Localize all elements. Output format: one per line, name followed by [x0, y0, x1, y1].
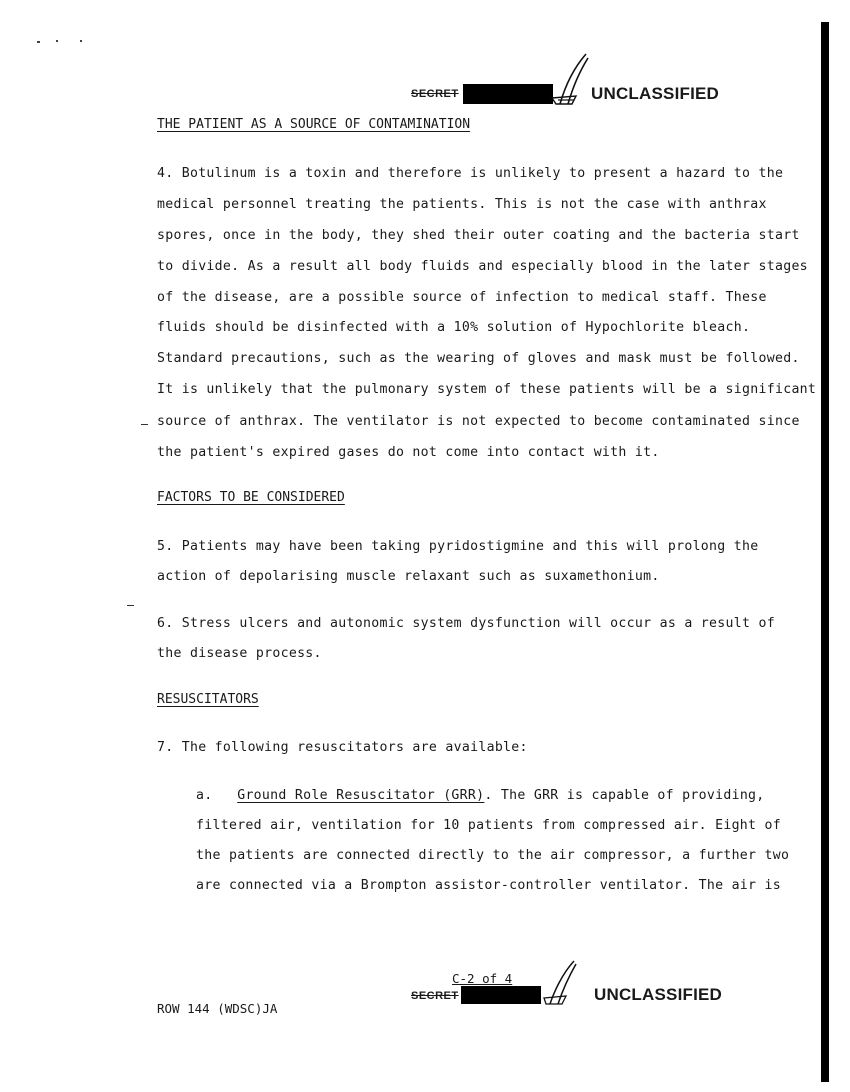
text-line: to divide. As a result all body fluids and especially blood in the later stages	[157, 259, 808, 274]
text-line: medical personnel treating the patients. This is not the case with anthrax	[157, 197, 767, 212]
subitem-first-line-rest: . The GRR is capable of providing,	[484, 788, 765, 803]
text-line: filtered air, ventilation for 10 patients from compressed air. Eight of	[196, 818, 782, 833]
subitem-first-line	[196, 788, 765, 803]
section-heading-resuscitators: RESUSCITATORS	[157, 692, 259, 707]
struck-secret-label: SECRET	[411, 990, 459, 1002]
initials-signature-icon	[546, 50, 594, 108]
text-line: It is unlikely that the pulmonary system of these patients will be a significant	[157, 382, 817, 397]
text-line: Standard precautions, such as the wearing of gloves and mask must be followed.	[157, 351, 800, 366]
margin-mark	[141, 424, 148, 425]
subitem-marker: a.	[196, 788, 213, 803]
text-line: the patient's expired gases do not come into contact with it.	[157, 445, 660, 460]
section-heading-factors: FACTORS TO BE CONSIDERED	[157, 490, 345, 505]
margin-mark	[127, 605, 134, 606]
text-line: spores, once in the body, they shed their outer coating and the bacteria start	[157, 228, 800, 243]
struck-secret-label: SECRET	[411, 88, 459, 100]
text-line: of the disease, are a possible source of infection to medical staff. These	[157, 290, 767, 305]
redaction-block	[463, 84, 553, 104]
page-number: C-2 of 4	[452, 971, 513, 986]
scan-speck	[37, 41, 40, 43]
text-line: the patients are connected directly to the air compressor, a further two	[196, 848, 790, 863]
scan-speck	[80, 40, 82, 42]
initials-signature-icon	[538, 958, 582, 1008]
text-line: source of anthrax. The ventilator is not expected to become contaminated since	[157, 414, 800, 429]
classification-label: UNCLASSIFIED	[591, 84, 720, 103]
text-line: 6. Stress ulcers and autonomic system dysfunction will occur as a result of	[157, 616, 775, 631]
text-line: the disease process.	[157, 646, 322, 661]
text-line: action of depolarising muscle relaxant such as suxamethonium.	[157, 569, 660, 584]
redaction-block	[461, 986, 541, 1004]
section-heading-contamination: THE PATIENT AS A SOURCE OF CONTAMINATION	[157, 117, 471, 132]
document-code: ROW 144 (WDSC)JA	[157, 1001, 278, 1016]
text-line: 5. Patients may have been taking pyridostigmine and this will prolong the	[157, 539, 759, 554]
text-line: fluids should be disinfected with a 10% solution of Hypochlorite bleach.	[157, 320, 751, 335]
scan-edge-bar	[821, 22, 829, 1082]
text-line: are connected via a Brompton assistor-controller ventilator. The air is	[196, 878, 782, 893]
subitem-title: Ground Role Resuscitator (GRR)	[237, 788, 485, 803]
scan-speck	[56, 40, 58, 42]
text-line: 7. The following resuscitators are available:	[157, 740, 528, 755]
text-line: 4. Botulinum is a toxin and therefore is unlikely to present a hazard to the	[157, 166, 784, 181]
classification-label: UNCLASSIFIED	[594, 985, 723, 1004]
